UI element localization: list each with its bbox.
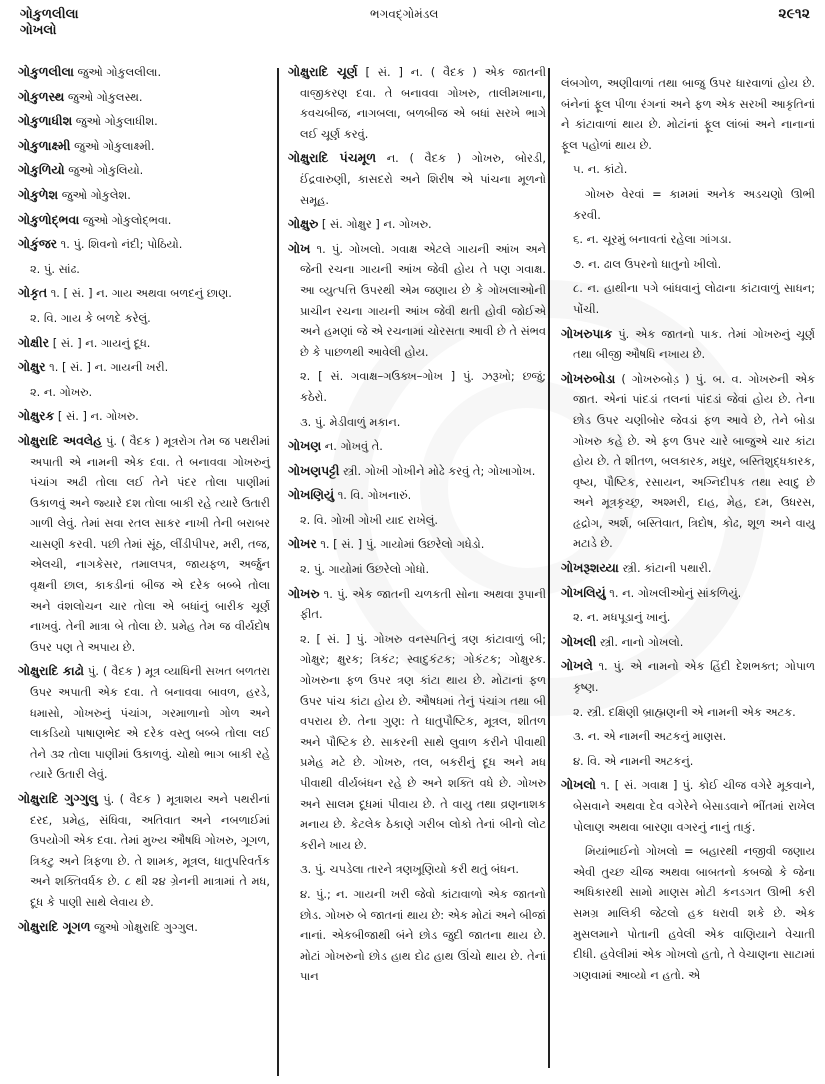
definition-text: ( ગોખરુબોડ઼ ) પું. બ. વ. ગોખરુની એક જાત. એનાં પાંદડાં તલનાં પાંદડાં જેવાં હોય છે. તેના છોડ ઉપર ચણીબોર જેવડાં ફળ આવે છે, તેને બોડા ગોખરુ કહે છે. એ ફળ ઉપર ચારે બાજુએ ચાર કાંટા હોય છે. તે શીતળ, બલકારક, મધુર, બસ્તિશુદ્ધકારક, વૃષ્ય, પૌષ્ટિક, રસાયન, અગ્નિદીપક તથા સ્વાદુ છે અને મૂત્રકૃચ્છ્ર, અશ્મરી, દાહ, મેહ, દમ, ઉધરસ, હૃદ્રોગ, અર્શ, બસ્તિવાત, ત્રિદોષ, કોઢ, શૂળ અને વાયુ મટાડે છે. bbox=[573, 371, 815, 551]
definition-text: સ્ત્રી. કાંટાની પથારી. bbox=[618, 561, 712, 576]
definition-text: જુઓ ગોકુલસ્થ. bbox=[64, 89, 143, 104]
sub-sense: ૨. ન. મધપૂડાનું ખાનું. bbox=[573, 610, 671, 625]
dictionary-entry bbox=[561, 558, 815, 579]
dictionary-entry bbox=[288, 461, 546, 482]
definition-text: જુઓ ગોકુલોદ્ભવા. bbox=[79, 212, 172, 227]
dictionary-entry bbox=[288, 239, 546, 363]
dictionary-entry bbox=[561, 656, 815, 697]
sub-sense: ૩. ન. એ નામની અટકનું માણસ. bbox=[573, 729, 727, 744]
column-divider bbox=[277, 68, 279, 1076]
dictionary-entry bbox=[18, 431, 270, 658]
dictionary-entry bbox=[18, 234, 270, 255]
definition-text: ન. ગોખવું તે. bbox=[321, 439, 383, 454]
definition-text: પું. ( વૈદક ) મૂત્રાશય અને પથરીનાં દરદ, પ્રમેહ, સંધિવા, અતિવાત અને નબળાઈમાં ઉપયોગી એક દવા. તેમાં મુખ્ય ઔષધિ ગોખરુ, ગૂગળ, ત્રિકટુ અને ત્રિફળા છે. તે શામક, મૂત્રલ, ધાતુપરિવર્તક અને શક્તિવર્ધક છે. ૮ થી ૨૪ ગ્રેનની માત્રામાં તે મધ, દૂધ કે પાણી સાથે લેવાય છે. bbox=[30, 792, 270, 909]
column-2 bbox=[288, 62, 546, 991]
headword: ગોક્ષુરાદિ અવલેહ bbox=[18, 432, 102, 448]
definition-text: ૧. ન. ગોખલીઓનું સાંકળિયું. bbox=[605, 585, 742, 600]
headword: ગોકૃત bbox=[18, 285, 48, 301]
headword: ગોકુળાક્ષ્મી bbox=[18, 137, 71, 153]
headword: ગોખરૂશય્યા bbox=[561, 560, 619, 576]
sub-sense: ૭. ન. ઢાલ ઉપરનો ધાતુનો ખીલો. bbox=[573, 256, 722, 271]
sub-sense: ૪. પું.; ન. ગાયની ખરી જેવો કાંટાવાળો એક જાતનો છોડ. ગોખરુ બે જાતનાં થાય છે: એક મોટાં અને બીજાં નાનાં. એકબીજાથી બંને છોડ જુદી જાતના થાય છે. મોટાં ગોખરુનો છોડ હાથ દોઢ હાથ ઊંચો થાય છે. તેનાં પાન bbox=[300, 886, 546, 984]
dictionary-entry bbox=[288, 62, 546, 144]
sub-sense: ૫. ન. કાંટો. bbox=[573, 162, 628, 177]
sub-sense: ૨. વિ. ગાય કે બળદે કરેલું. bbox=[30, 310, 151, 325]
headword: ગોકુળસ્થ bbox=[18, 88, 65, 104]
headword: ગોખ bbox=[288, 240, 311, 256]
dictionary-entry bbox=[288, 485, 546, 506]
dictionary-entry bbox=[288, 584, 546, 625]
definition-text: જુઓ ગોક્ષુરાદિ ગુગ્ગુલ. bbox=[90, 919, 198, 934]
sub-sense: ૬. ન. ચૂરમું બનાવતાં રહેલા ગાંગડા. bbox=[573, 232, 732, 247]
definition-text: ૧. [ સં. ગવાક્ષ ] પું. કોઈ ચીજ વગેરે મૂકવાને, બેસવાને અથવા દેવ વગેરેને બેસાડવાને ભીંતમાં રાખેલ પોલાણ અથવા બારણા વગરનું નાનું તાકું. bbox=[573, 778, 815, 834]
dictionary-entry bbox=[561, 775, 815, 837]
headword: ગોખરુ bbox=[288, 585, 320, 601]
headword: ગોક્ષુરાદિ ચૂર્ણ bbox=[288, 64, 358, 79]
definition-text: [ સં. ] ન. ( વૈદક ) એક જાતની વાજીકરણ દવા. તે બનાવવા ગોખરુ, તાલીમખાના, કવચબીજ, નાગબલા, બળબીજ એ બધાં સરખે ભાગે લઈ ચૂર્ણ કરવું. bbox=[300, 65, 546, 141]
definition-text: જુઓ ગોકુલલીલા. bbox=[73, 65, 162, 79]
headword: ગોકુળલીલા bbox=[18, 64, 74, 79]
dictionary-entry bbox=[18, 185, 270, 206]
definition-text: જુઓ ગોકુલિયો. bbox=[64, 163, 144, 178]
headword: ગોખણપટ્ટી bbox=[288, 462, 340, 478]
sub-sense: ૨. વિ. ગોખી ગોખી યાદ રાખેલું. bbox=[300, 512, 439, 527]
definition-text: ૧. વિ. ગોખનારું. bbox=[334, 488, 412, 503]
dictionary-entry bbox=[18, 789, 270, 913]
headword: ગોક્ષુર bbox=[18, 359, 46, 375]
headword: ગોખલો bbox=[561, 777, 596, 793]
dictionary-entry bbox=[18, 333, 270, 354]
continued-definition: લંબગોળ, અણીવાળાં તથા બાજુ ઉપર ધારવાળાં હોય છે. બંનેનાં ફૂલ પીળા રંગનાં અને ફળ એક સરખી આકૃતિનાં ને કાંટાવાળાં થાય છે. મોટાંનાં ફૂલ લાંબાં અને નાનાનાં ફૂલ પહોળાં થાય છે. bbox=[561, 76, 815, 152]
sub-sense: ૪. વિ. એ નામની અટકનું. bbox=[573, 753, 694, 768]
headword: ગોક્ષુરાદિ કાઢો bbox=[18, 663, 84, 679]
running-title: ભગવદ્ગોમંડલ bbox=[370, 7, 439, 21]
dictionary-entry bbox=[18, 917, 270, 938]
dictionary-entry bbox=[18, 160, 270, 181]
column-1 bbox=[18, 62, 270, 941]
dictionary-entry bbox=[18, 406, 270, 427]
dictionary-entry bbox=[18, 87, 270, 108]
dictionary-entry bbox=[288, 148, 546, 210]
dictionary-entry bbox=[18, 210, 270, 231]
definition-text: ૧. પું. એક જાતની ચળકતી સોના અથવા રૂપાની ફીત. bbox=[300, 586, 546, 622]
headword: ગોખલી bbox=[561, 633, 597, 649]
headword: ગોક્ષુરુ bbox=[288, 216, 319, 232]
definition-text: ૧. [ સં. ] ન. ગાય અથવા બળદનું છાણ. bbox=[47, 286, 232, 301]
headword: ગોક્ષુરક bbox=[18, 408, 55, 424]
definition-text: ૧. પું. એ નામનો એક હિંદી દેશભક્ત; ગોપાળ કૃષ્ણ. bbox=[573, 659, 815, 695]
headword: ગોકુળેશ bbox=[18, 186, 59, 202]
sub-sense: ૨. પું. સાંઢ. bbox=[30, 261, 80, 276]
dictionary-entry bbox=[288, 534, 546, 555]
definition-text: ૧. [ સં. ] પું. ગાયોમાં ઉછરેલો ગધેડો. bbox=[316, 537, 485, 552]
dictionary-entry bbox=[18, 136, 270, 157]
page-header bbox=[0, 0, 825, 52]
sub-sense: ૨. ન. ગોખરુ. bbox=[30, 384, 93, 399]
headword: ગોક્ષુરાદિ પંચમૂળ bbox=[288, 150, 377, 166]
sub-sense: ૨. સ્ત્રી. દક્ષિણી બ્રાહ્મણની એ નામની એક અટક. bbox=[573, 704, 796, 719]
dictionary-entry bbox=[288, 214, 546, 235]
sub-sense: ૨. [ સં. ] પું. ગોખરુ વનસ્પતિનું ત્રણ કાંટાવાળું બી; ગોક્ષુર; ક્ષુરક; ત્રિકંટ; સ્વાદુકંટક; ગોકંટક; ગોક્ષુરક. ગોખરુના ફળ ઉપર ત્રણ કાંટા થાય છે. મોટાનાં ફળ ઉપર પાંચ કાંટા હોય છે. ઔષધમાં તેનું પંચાંગ તથા બી વપરાય છે. તેના ગુણ: તે ધાતુપૌષ્ટિક, મૂત્રલ, શીતળ અને પૌષ્ટિક છે. સાકરની સાથે લુવાળ કરીને પીવાથી પ્રમેહ મટે છે. ગોખરુ, તલ, બકરીનું દૂધ અને મધ પીવાથી વીર્યબંધન રહે છે અને શક્તિ વધે છે. ગોખરુ અને સાલમ દૂધમાં પીવાય છે. તે વાયુ તથા વ્રણનાશક મનાય છે. કેટલેક ઠેકાણે ગરીબ લોકો તેનાં બીનો લોટ કરીને ખાય છે. bbox=[300, 631, 546, 852]
definition-text: ૧. [ સં. ] ન. ગાયની ખરી. bbox=[45, 360, 169, 375]
dictionary-entry bbox=[561, 324, 815, 365]
dictionary-entry bbox=[18, 111, 270, 132]
definition-text: પું. એક જાતનો પાક. તેમાં ગોખરુનું ચૂર્ણ તથા બીજી ઔષધિ નખાય છે. bbox=[573, 326, 815, 362]
headword: ગોકુળોદ્ભવા bbox=[18, 211, 80, 227]
headword: ગોકુળાધીશ bbox=[18, 113, 73, 129]
dictionary-entry bbox=[561, 369, 815, 554]
dictionary-entry bbox=[18, 661, 270, 785]
sub-sense: ૨. પું. ગાયોમાં ઉછરેલો ગોધો. bbox=[300, 562, 430, 577]
headword: ગોખરુબોડા bbox=[561, 370, 616, 386]
dictionary-entry bbox=[18, 62, 270, 83]
definition-text: પું. ( વૈદક ) મૂત્ર વ્યાધિની સખત બળતરા ઉપર અપાતી એક દવા. તે બનાવવા બાવળ, હરડે, ધમાસો, ગોખરુનું પંચાંગ, ગરમાળાનો ગોળ અને લાકડિયો પાષાણભેદ એ દરેક વસ્તુ બબ્બે તોલા લઈ તેને ૩૨ તોલા પાણીમાં ઉકાળવું. ચોથો ભાગ બાકી રહે ત્યારે ઉતારી લેવું. bbox=[30, 664, 270, 782]
dictionary-entry bbox=[561, 583, 815, 604]
definition-text: [ સં. ] ન. ગોખરુ. bbox=[54, 409, 139, 424]
headword: ગોકુળિયો bbox=[18, 162, 65, 178]
definition-text: ૧. પું. ગોખલો. ગવાક્ષ એટલે ગાયની આંખ અને જેની રચના ગાયની આંખ જેવી હોય તે પણ ગવાક્ષ. આ વ્યુત્પત્તિ ઉપરથી એમ જણાય છે કે ગોખલાઓની પ્રાચીન રચના ગાયની આંખ જેવી થતી હોવી જોઈએ અને હમણાં જે એ રચનામાં ચોરસતા આવી છે તે સંભવ છે કે પાછળથી આવેલી હોય. bbox=[300, 241, 546, 359]
dictionary-entry bbox=[288, 436, 546, 457]
definition-text: જુઓ ગોકુલાધીશ. bbox=[72, 114, 158, 129]
definition-text: [ સં. ] ન. ગાયનું દૂધ. bbox=[49, 335, 151, 350]
sub-sense: ૩. પું. મેડીવાળું મકાન. bbox=[300, 414, 401, 429]
sub-sense: ૩. પું. ચપડેલા તારને ત્રણખૂણિયો કરી થતું બંધન. bbox=[300, 862, 519, 877]
column-divider bbox=[548, 68, 550, 1068]
sub-sense: ૮. ન. હાથીના પગે બાંધવાનું લોઢાના કાંટાવાળું સાધન; પોંચી. bbox=[573, 281, 815, 316]
idiom-definition: મિયાંભાઈનો ગોખલો = બહારથી નજીવી જણાય એવી તુચ્છ ચીજ અથવા બાબતનો કબજો કે જેના અધિકારથી સામો માણસ મોટી કનડગત ઊભી કરી સમગ્ર માલિકી જેટલો હક ધરાવી શકે છે. એક મુસલમાને પોતાની હવેલી એક વાણિયાને વેચાતી દીધી. હવેલીમાં એક ગોખલો હતો, તે વેચાણના સાટામાં ગણવામાં આવ્યો ન હતો. એ bbox=[573, 844, 815, 982]
definition-text: જુઓ ગોકુલાક્ષ્મી. bbox=[70, 138, 155, 153]
headword: ગોકુંજર bbox=[18, 236, 58, 252]
definition-text: ન. ( વૈદક ) ગોખરુ, બોરડી, ઈંદ્રવારુણી, કાસદરો અને શિરીષ એ પાંચના મૂળનો સમૂહ. bbox=[300, 151, 546, 207]
headword: ગોક્ષીર bbox=[18, 334, 50, 350]
headword: ગોખણિયું bbox=[288, 487, 335, 503]
idiom-definition: ગોખરુ વેરવાં = કામમાં અનેક અડચણો ઊભી કરવી. bbox=[573, 186, 815, 222]
sub-sense: ૨. [ સં. ગવાક્ષ–ગઉક્ખ–ગોખ ] પું. ઝરૂખો; છજું; કઠેરો. bbox=[300, 369, 546, 404]
definition-text: સ્ત્રી. ગોખી ગોખીને મોઢે કરવું તે; ગોખાગોખ. bbox=[339, 463, 536, 478]
guide-word-last: ગોખલો bbox=[20, 23, 57, 38]
headword: ગોક્ષુરાદિ ગુગ્ગુલુ bbox=[18, 791, 98, 806]
dictionary-entry bbox=[561, 632, 815, 653]
headword: ગોક્ષુરાદિ ગૂગળ bbox=[18, 918, 91, 934]
definition-text: સ્ત્રી. નાનો ગોખલો. bbox=[596, 634, 684, 649]
headword: ગોખર bbox=[288, 536, 317, 552]
dictionary-entry bbox=[18, 357, 270, 378]
definition-text: [ સં. ગોક્ષુર ] ન. ગોખરુ. bbox=[318, 217, 432, 232]
headword: ગોખલિયું bbox=[561, 584, 606, 600]
headword: ગોખણ bbox=[288, 438, 322, 454]
headword: ગોખલે bbox=[561, 658, 593, 674]
definition-text: પું. ( વૈદક ) મૂત્રરોગ તેમ જ પથરીમાં અપાતી એ નામની એક દવા. તે બનાવવા ગોખરુનું પંચાંગ અઢી તોલા લઈ તેને પંદર તોલા પાણીમાં ઉકાળવું અને જ્યારે દશ તોલા બાકી રહે ત્યારે ઉતારી ગાળી લેવું. તેમાં સવા રતલ સાકર નાખી તેની બરાબર ચાસણી કરવી. પછી તેમાં સૂંઠ, લીંડીપીપર, મરી, તજ, એલચી, નાગકેસર, તમાલપત્ર, જાયફળ, અર્જુન વૃક્ષની છાલ, કાકડીનાં બીજ એ દરેક બબ્બે તોલા અને વંશલોચન ચાર તોલા એ બધાંનું બારીક ચૂર્ણ નાખવું. તેની માત્રા બે તોલા છે. પ્રમેહ તેમ જ વીર્યદોષ ઉપર પણ તે અપાય છે. bbox=[30, 433, 271, 654]
headword: ગોખરુપાક bbox=[561, 325, 613, 341]
dictionary-entry bbox=[18, 283, 270, 304]
definition-text: જુઓ ગોકુલેશ. bbox=[58, 187, 131, 202]
definition-text: ૧. પું. શિવનો નંદી; પોઠિયો. bbox=[57, 237, 183, 252]
page-number: ૨૯૧૨ bbox=[778, 6, 810, 22]
column-3 bbox=[561, 73, 815, 989]
guide-word-first: ગોકુળલીલા bbox=[20, 7, 79, 22]
